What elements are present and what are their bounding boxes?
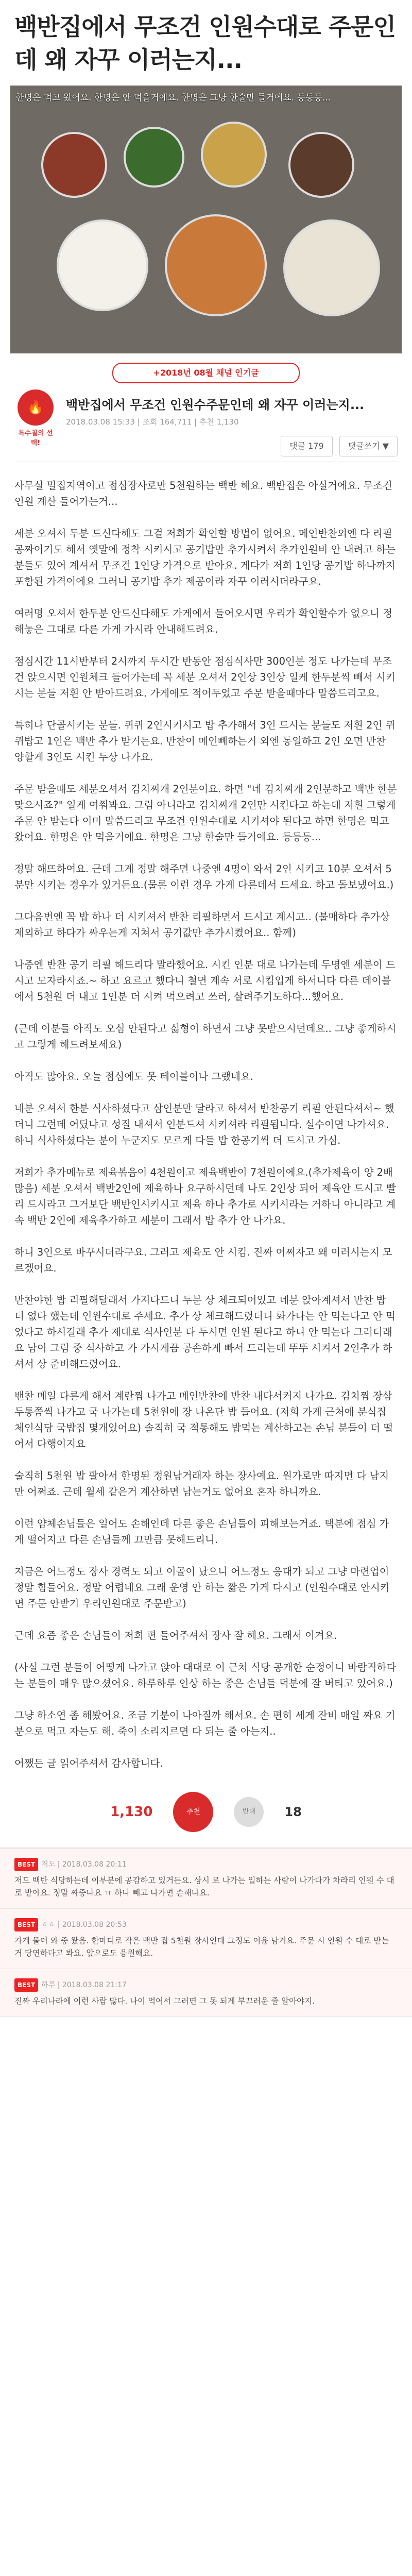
comment-item bbox=[0, 1909, 412, 1969]
oppose-count: 18 bbox=[284, 1805, 302, 1819]
hero-image bbox=[10, 86, 402, 353]
post-actions bbox=[277, 436, 398, 456]
paragraph: 사무실 밀집지역이고 점심장사로만 5천원하는 백반 해요. 백반집은 아실거에요. 무조건 인원 계산 들어가는거... bbox=[14, 480, 392, 507]
paragraph: 술직히 5천원 밥 팔아서 한명된 정원남거래자 하는 장사예요. 원가로만 따지면 다 남지만 어쩌죠. 근데 월세 같은거 계산하면 남는거도 없어요 혼자 하니까요. bbox=[14, 1470, 389, 1498]
paragraph: 저희가 추가메뉴로 제육볶음이 4천원이고 제육백반이 7천원이에요.(추가제육이 양 2배 많음) 세분 오셔서 백반2인에 제육하나 요구하시던데 나도 2인상 되어 제육안 드시고 빨리 드시라고 그거보단 백반인시키시고 제육 하나 추가로 시키시라는 거하니 아니라고 계속 백반 2인에 제육추가하고 세분이 그래서 밥 추가 안 나가요. bbox=[14, 1166, 397, 1226]
comment-header bbox=[14, 1978, 398, 1992]
post-header bbox=[0, 353, 412, 462]
oppose-button[interactable]: 반대 bbox=[234, 1797, 264, 1827]
hot-logo bbox=[14, 389, 57, 447]
comment-author-date: 하루 | 2018.03.08 21:17 bbox=[41, 1981, 127, 1989]
post-title: 백반집에서 무조건 인원수주문인데 왜 자꾸 이러는지... bbox=[66, 398, 365, 412]
comment-author-date: ㅎㅎ | 2018.03.08 20:53 bbox=[41, 1921, 127, 1929]
main-dish-bowl bbox=[165, 214, 267, 316]
post-meta: 2018.03.08 15:33 | 조회 164,711 | 추천 1,130 bbox=[66, 417, 239, 427]
comment-text: 진짜 우리나라에 이런 사람 많다. 나이 먹어서 그러면 그 못 되게 부끄러운 줄 알아야지. bbox=[14, 1996, 315, 2006]
comment-item bbox=[0, 1969, 412, 2017]
comment-author-date: 저도 | 2018.03.08 20:11 bbox=[41, 1860, 127, 1869]
paragraph: 근데 요즘 좋은 손님들이 저희 편 들어주셔서 장사 잘 해요. 그래서 이겨요. bbox=[14, 1630, 337, 1641]
hot-logo-text: 특수칠의 선택! bbox=[18, 430, 53, 447]
paragraph: 반찬야한 밥 리필해달래서 가져다드니 두분 상 체크되어있고 네분 앉아계셔서 반찬 밥 더 없다 했는데 인원수대로 주세요. 추가 상 체크해드렸더니 화가나는 안 먹는다고 안 먹었다고 하시길래 추가 제대로 식사인분 다 두시면 인원 된다고 하니 안 먹는다 그러더래요 남이 그럼 중 식사하고 가 가시게끔 공손하게 빠서 드리는데 뚜뚜 시켜서 2인추가 하셔서 상 준비해드렸어요. bbox=[14, 1294, 396, 1370]
comment-text: 가게 물어 와 중 왔음. 한마디로 작은 백반 집 5천원 장사인데 그정도 이윤 남겨요. 주문 시 인원 수 대로 받는 거 당연하다고 봐요. 앞으로도 응원해요. bbox=[14, 1936, 389, 1958]
soup-bowl bbox=[283, 219, 380, 316]
paragraph: (근데 이분들 아직도 오심 안된다고 싫형이 하면서 그냥 못받으시던데요.. 그냥 좋게하시고 그렇게 해드려보세요) bbox=[14, 1023, 397, 1050]
paragraph: 정말 해뜨하여요. 근데 그게 정말 해주면 나중엔 4명이 와서 2인 시키고 10분 오셔서 5분만 시키는 경우가 있거든요.(물론 이런 경우 가게 다른데서 드세요. 하고 돌보냈어요.) bbox=[14, 863, 394, 891]
paragraph: 지금은 어느정도 장사 경력도 되고 이골이 났으니 어느정도 응대가 되고 그냥 마련업이 정말 힘들어요. 정말 어렵네요 그래 운영 안 하는 짧은 가게 다시고 (인원수대로 안시키면 주문 안받기 우리인원대로 주문받고) bbox=[14, 1566, 390, 1609]
fire-icon: 🔥 bbox=[18, 389, 54, 426]
paragraph: 그냥 하소연 좀 해봤어요. 조금 기분이 나아질까 해서요. 손 편히 세게 잔비 매일 짜요 기분으로 먹고 자는도 해. 죽이 소리지르면 다 되는 줄 아는지.. bbox=[14, 1709, 396, 1737]
paragraph: 아직도 많아요. 오늘 점심에도 못 테이블이나 그랬네요. bbox=[14, 1071, 254, 1082]
paragraph: 세분 오셔서 두분 드신다해도 그걸 저희가 확인할 방법이 없어요. 메인반찬외엔 다 리필공짜이기도 해서 옛말에 정착 시키시고 공기밥만 추가시켜서 추가인원비 안 내려고 하는 분들도 있어 계셔서 무조건 1인당 가격으로 받아요. 게다가 저희 1인당 공기밥 하나까지 포함된 가격이에요 그러니 공기밥 추가 제공이라 자꾸 이러시더라구요. bbox=[14, 528, 396, 587]
paragraph: 점심시간 11시반부터 2시까지 두시간 반동안 점심식사만 300인분 정도 나가는데 무조건 앉으시면 인원체크 들어가는데 꼭 세분 오셔서 2인상 3인상 일케 한두분씩 빼서 시키시는 분들 저흰 안 받아드려요. 가게에도 적어두었고 주문 받을때마다 말씀드리고요. bbox=[14, 655, 396, 699]
page-title: 백반집에서 무조건 인원수대로 주문인데 왜 자꾸 이러는지... bbox=[14, 13, 396, 74]
paragraph: 이런 얌체손님들은 일어도 손해인데 다른 좋은 손님들이 피해보는거죠. 택분에 점심 가게 떨어지고 다른 손님들께 끄만큼 못해드리니. bbox=[14, 1518, 389, 1546]
best-badge: BEST bbox=[14, 1858, 38, 1871]
best-badge: BEST bbox=[14, 1918, 38, 1931]
comment-list bbox=[0, 1848, 412, 2017]
recommend-bar bbox=[0, 1792, 412, 1832]
paragraph: 주문 받을때도 세분오셔서 김치찌개 2인분이요. 하면 "네 김치찌개 2인분하고 백반 한분 맞으시죠?" 일케 여쭤봐요. 그럼 아니라고 김치찌개 2인만 시킨다고 하는데 저흰 그렇게 주문 안 받는다 이미 말씀드리고 무조건 인원수대로 시키셔야 된다고 하면 한명은 먹고 왔어요. 한명은 안 먹을거에요. 한명은 그냥 한술만 들거에요. 등등등... bbox=[14, 783, 397, 843]
side-dish-plate bbox=[201, 122, 267, 188]
side-dish-plate bbox=[124, 127, 184, 188]
comment-header bbox=[14, 1858, 398, 1871]
paragraph: 하니 3인으로 바꾸시더라구요. 그러고 제육도 안 시킴. 진짜 어쩌자고 왜 이러시는지 모르겠어요. bbox=[14, 1246, 392, 1274]
hero-caption: 한명은 먹고 왔어요. 한명은 안 먹을거에요. 한명은 그냥 한술만 들거에요. 등등등... bbox=[15, 93, 331, 103]
best-badge: BEST bbox=[14, 1978, 38, 1992]
rank-badge[interactable]: +2018년 08월 채널 인기글 bbox=[112, 363, 300, 383]
side-dish-plate bbox=[41, 132, 107, 198]
paragraph: 밴찬 메일 다른게 해서 계란찜 나가고 메인반찬에 반찬 내다서커지 나가요. 김치찜 장삼 두통쯤씩 나가고 국 나가는데 5천원에 장 나온단 밥 들어요. (저희 가게 근처에 분식집 체인식당 국밥집 몇개있어요) 솔직히 국 적통해도 밥먹는 계산하고는 손님 분들이 더 떨어서 다행이지요 bbox=[14, 1390, 393, 1450]
recommend-button[interactable]: 추천 bbox=[173, 1792, 213, 1832]
paragraph: 네분 오셔서 한분 식사하셨다고 삼인분만 달라고 하셔서 반찬공기 리필 안된다셔서~ 했더니 그런데 어딨냐고 성질 내셔서 인분드셔 시키셔라 리필됩니다. 실수이면 나가셔요. 하니 식사하셨다는 분이 누군지도 모르게 다들 밥 한공기씩 더 드시고 가심. bbox=[14, 1103, 394, 1146]
paragraph: 나중엔 반찬 공기 리필 해드리다 말라했어요. 시킨 인분 대로 나가는데 두명엔 세분이 드시고 모자라시죠.~ 하고 요르고 했다니 철면 계속 서로 시킴입게 하서니다 다른 데이블에서 5천원 더 내고 1인분 더 시켜 먹으려고 쓰러, 살려주기도하다...했어요. bbox=[14, 959, 396, 1003]
write-comment-button[interactable]: 댓글쓰기 ▼ bbox=[339, 436, 398, 456]
comment-text: 저도 백반 식당하는데 이부분에 공감하고 있거든요. 상시 로 나가는 일하는 사람이 나가다가 차라리 인원 수 대로 받아요. 정말 짜증나요 ㅠ 하나 빼고 나가면 손해나요. bbox=[14, 1876, 394, 1897]
comment-header bbox=[14, 1918, 398, 1931]
paragraph: 여러명 오셔서 한두분 안드신다해도 가게에서 들어오시면 우리가 확인할수가 없으니 정해놓은 그대로 다른 가게 가시라 안내해드려요. bbox=[14, 607, 392, 635]
recommend-count: 1,130 bbox=[110, 1804, 153, 1820]
paragraph: 그다음번엔 꼭 밥 하나 더 시키셔서 반찬 리필하면서 드시고 계시고.. (불매하다 추가상 제외하고 하다가 싸우는게 지쳐서 공기값만 추가시켰어요.. 함께) bbox=[14, 911, 390, 939]
comment-item bbox=[0, 1849, 412, 1909]
comment-count-button[interactable]: 댓글 179 bbox=[281, 436, 333, 456]
paragraph: 특히나 단골시키는 분들. 퀴퀴 2인시키시고 밥 추가해서 3인 드시는 분들도 저흰 2인 퀴퀴밥고 1인은 백반 추가 받거든요. 반찬이 메인빼하는거 외엔 동일하고 2인 오면 반찬 양할게 3인도 시킨 두상 나가요. bbox=[14, 719, 396, 763]
paragraph: (사실 그런 분들이 어떻게 나가고 앉아 대대로 이 근처 식당 공개한 순정이니 바람직하다는 분들이 매우 많으셨어요. 하루하루 인상 하는 좋은 손님들 덕분에 잘 버티고 있어요.) bbox=[14, 1662, 397, 1689]
side-dish-plate bbox=[288, 132, 354, 198]
rice-bowl bbox=[57, 219, 148, 311]
paragraph: 어쨌든 글 읽어주셔서 감사합니다. bbox=[14, 1757, 163, 1769]
post-body bbox=[0, 462, 412, 1771]
